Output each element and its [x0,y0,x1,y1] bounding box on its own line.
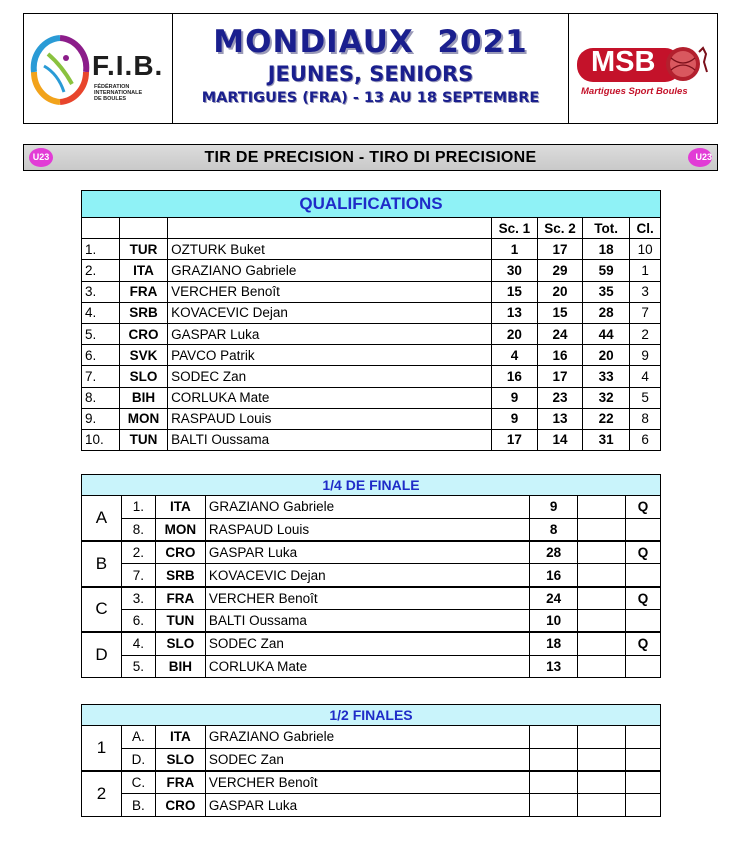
total-score: 33 [583,366,630,387]
msb-abbreviation: MSB [591,46,656,78]
fib-fullname: FÉDÉRATION INTERNATIONALE DE BOULES [94,84,143,102]
country-code: TUN [119,429,167,450]
page-title: MONDIAUX 2021 [213,24,528,60]
total-score: 44 [583,323,630,344]
player-name: GRAZIANO Gabriele [205,496,529,519]
empty-cell [578,771,626,794]
country-code: CRO [155,794,205,817]
table-row [82,771,661,794]
table-row [82,587,661,610]
event-banner [23,144,718,171]
empty-cell [578,655,626,678]
quarterfinals-title: 1/4 DE FINALE [82,475,661,496]
country-code: ITA [119,260,167,281]
score-1: 13 [491,302,537,323]
seed-number: 1. [121,496,155,519]
rank: 3 [630,281,661,302]
fib-emblem-icon [30,32,90,108]
category-badge-right: U23 [688,148,712,167]
total-score: 59 [583,260,630,281]
score-2: 17 [538,239,583,260]
player-name: PAVCO Patrik [168,345,492,366]
group-label: 1 [82,726,122,772]
page-subtitle: JEUNES, SENIORS [267,62,474,86]
table-row [82,408,661,429]
table-row [82,496,661,519]
player-name: VERCHER Benoît [205,771,529,794]
row-number: 7. [82,366,120,387]
row-number: 1. [82,239,120,260]
score-1: 9 [491,387,537,408]
score-1: 9 [491,408,537,429]
table-row [82,429,661,450]
score-1: 30 [491,260,537,281]
group-label: C [82,587,122,633]
total-score: 31 [583,429,630,450]
player-name: GASPAR Luka [205,541,529,564]
score-2: 15 [538,302,583,323]
table-row [82,260,661,281]
country-code: FRA [155,587,205,610]
qualified-mark: Q [626,632,661,655]
qualified-mark [626,748,661,771]
table-row [82,281,661,302]
group-label: A [82,496,122,542]
rank: 9 [630,345,661,366]
table-row [82,748,661,771]
group-label: 2 [82,771,122,817]
quarterfinals-table [81,474,661,678]
row-number: 9. [82,408,120,429]
row-number: 10. [82,429,120,450]
score-2: 23 [538,387,583,408]
col-rank: Cl. [630,218,661,239]
event-title: TIR DE PRECISION - TIRO DI PRECISIONE [204,149,537,166]
rank: 8 [630,408,661,429]
country-code: ITA [155,496,205,519]
country-code: TUR [119,239,167,260]
country-code: SRB [155,564,205,587]
match-score [530,771,578,794]
player-name: GRAZIANO Gabriele [205,726,529,749]
country-code: SRB [119,302,167,323]
country-code: MON [119,408,167,429]
score-1: 1 [491,239,537,260]
total-score: 20 [583,345,630,366]
semifinals-table [81,704,661,817]
group-label: B [82,541,122,587]
score-1: 20 [491,323,537,344]
player-name: KOVACEVIC Dejan [168,302,492,323]
player-name: SODEC Zan [205,748,529,771]
player-name: SODEC Zan [168,366,492,387]
qualified-mark: Q [626,496,661,519]
empty-cell [578,609,626,632]
player-name: RASPAUD Louis [168,408,492,429]
semifinals-title: 1/2 FINALES [82,705,661,726]
player-name: GRAZIANO Gabriele [168,260,492,281]
table-row [82,345,661,366]
match-score: 13 [530,655,578,678]
table-row [82,655,661,678]
group-label: D [82,632,122,678]
empty-cell [578,748,626,771]
fib-logo-area [24,14,173,123]
player-name: VERCHER Benoît [205,587,529,610]
score-2: 29 [538,260,583,281]
rank: 4 [630,366,661,387]
table-row [82,302,661,323]
seed-number: 4. [121,632,155,655]
qualified-mark: Q [626,541,661,564]
score-1: 17 [491,429,537,450]
country-code: CRO [119,323,167,344]
score-2: 16 [538,345,583,366]
country-code: SLO [155,748,205,771]
seed-number: C. [121,771,155,794]
empty-cell [578,564,626,587]
score-2: 14 [538,429,583,450]
table-row [82,564,661,587]
row-number: 6. [82,345,120,366]
msb-tagline: Martigues Sport Boules [581,86,688,97]
player-name: CORLUKA Mate [205,655,529,678]
seed-number: 3. [121,587,155,610]
rank: 1 [630,260,661,281]
total-score: 22 [583,408,630,429]
table-row [82,323,661,344]
header-titles [172,14,569,123]
country-code: ITA [155,726,205,749]
empty-cell [578,794,626,817]
total-score: 35 [583,281,630,302]
table-row [82,609,661,632]
empty-cell [578,518,626,541]
document-header [23,13,718,124]
player-name: BALTI Oussama [205,609,529,632]
qualified-mark [626,771,661,794]
row-number: 4. [82,302,120,323]
country-code: SLO [155,632,205,655]
country-code: FRA [155,771,205,794]
country-code: MON [155,518,205,541]
seed-number: D. [121,748,155,771]
col-total: Tot. [583,218,630,239]
table-row [82,632,661,655]
table-row [82,726,661,749]
seed-number: B. [121,794,155,817]
player-name: KOVACEVIC Dejan [205,564,529,587]
player-name: RASPAUD Louis [205,518,529,541]
qualified-mark [626,655,661,678]
qualifications-table [81,190,661,451]
total-score: 18 [583,239,630,260]
seed-number: 5. [121,655,155,678]
player-name: SODEC Zan [205,632,529,655]
empty-cell [578,496,626,519]
player-name: VERCHER Benoît [168,281,492,302]
score-1: 16 [491,366,537,387]
table-row [82,794,661,817]
seed-number: 2. [121,541,155,564]
country-code: SVK [119,345,167,366]
score-2: 17 [538,366,583,387]
event-location-dates: MARTIGUES (FRA) - 13 AU 18 SEPTEMBRE [201,90,540,106]
qualified-mark: Q [626,587,661,610]
player-name: BALTI Oussama [168,429,492,450]
rank: 6 [630,429,661,450]
rank: 7 [630,302,661,323]
col-score-2: Sc. 2 [538,218,583,239]
score-2: 24 [538,323,583,344]
qualified-mark [626,518,661,541]
player-name: GASPAR Luka [205,794,529,817]
empty-cell [578,587,626,610]
fib-abbreviation: F.I.B. [92,50,164,81]
row-number: 2. [82,260,120,281]
rank: 2 [630,323,661,344]
row-number: 8. [82,387,120,408]
category-badge-left: U23 [29,148,53,167]
match-score: 16 [530,564,578,587]
total-score: 28 [583,302,630,323]
qualifications-header-row [82,218,661,239]
match-score: 8 [530,518,578,541]
player-name: OZTURK Buket [168,239,492,260]
seed-number: 6. [121,609,155,632]
table-row [82,541,661,564]
match-score [530,748,578,771]
match-score: 9 [530,496,578,519]
score-1: 4 [491,345,537,366]
empty-cell [578,726,626,749]
country-code: BIH [119,387,167,408]
seed-number: A. [121,726,155,749]
empty-cell [578,541,626,564]
seed-number: 8. [121,518,155,541]
table-row [82,518,661,541]
rank: 10 [630,239,661,260]
match-score [530,726,578,749]
match-score: 24 [530,587,578,610]
qualifications-title: QUALIFICATIONS [82,191,661,218]
qualified-mark [626,726,661,749]
match-score: 28 [530,541,578,564]
country-code: SLO [119,366,167,387]
row-number: 3. [82,281,120,302]
empty-cell [578,632,626,655]
country-code: BIH [155,655,205,678]
msb-logo-area [568,14,717,123]
col-score-1: Sc. 1 [491,218,537,239]
score-2: 13 [538,408,583,429]
qualified-mark [626,564,661,587]
country-code: FRA [119,281,167,302]
match-score [530,794,578,817]
player-name: CORLUKA Mate [168,387,492,408]
match-score: 18 [530,632,578,655]
seed-number: 7. [121,564,155,587]
table-row [82,239,661,260]
rank: 5 [630,387,661,408]
country-code: TUN [155,609,205,632]
table-row [82,387,661,408]
score-1: 15 [491,281,537,302]
country-code: CRO [155,541,205,564]
qualified-mark [626,794,661,817]
qualified-mark [626,609,661,632]
total-score: 32 [583,387,630,408]
row-number: 5. [82,323,120,344]
score-2: 20 [538,281,583,302]
table-row [82,366,661,387]
match-score: 10 [530,609,578,632]
player-name: GASPAR Luka [168,323,492,344]
